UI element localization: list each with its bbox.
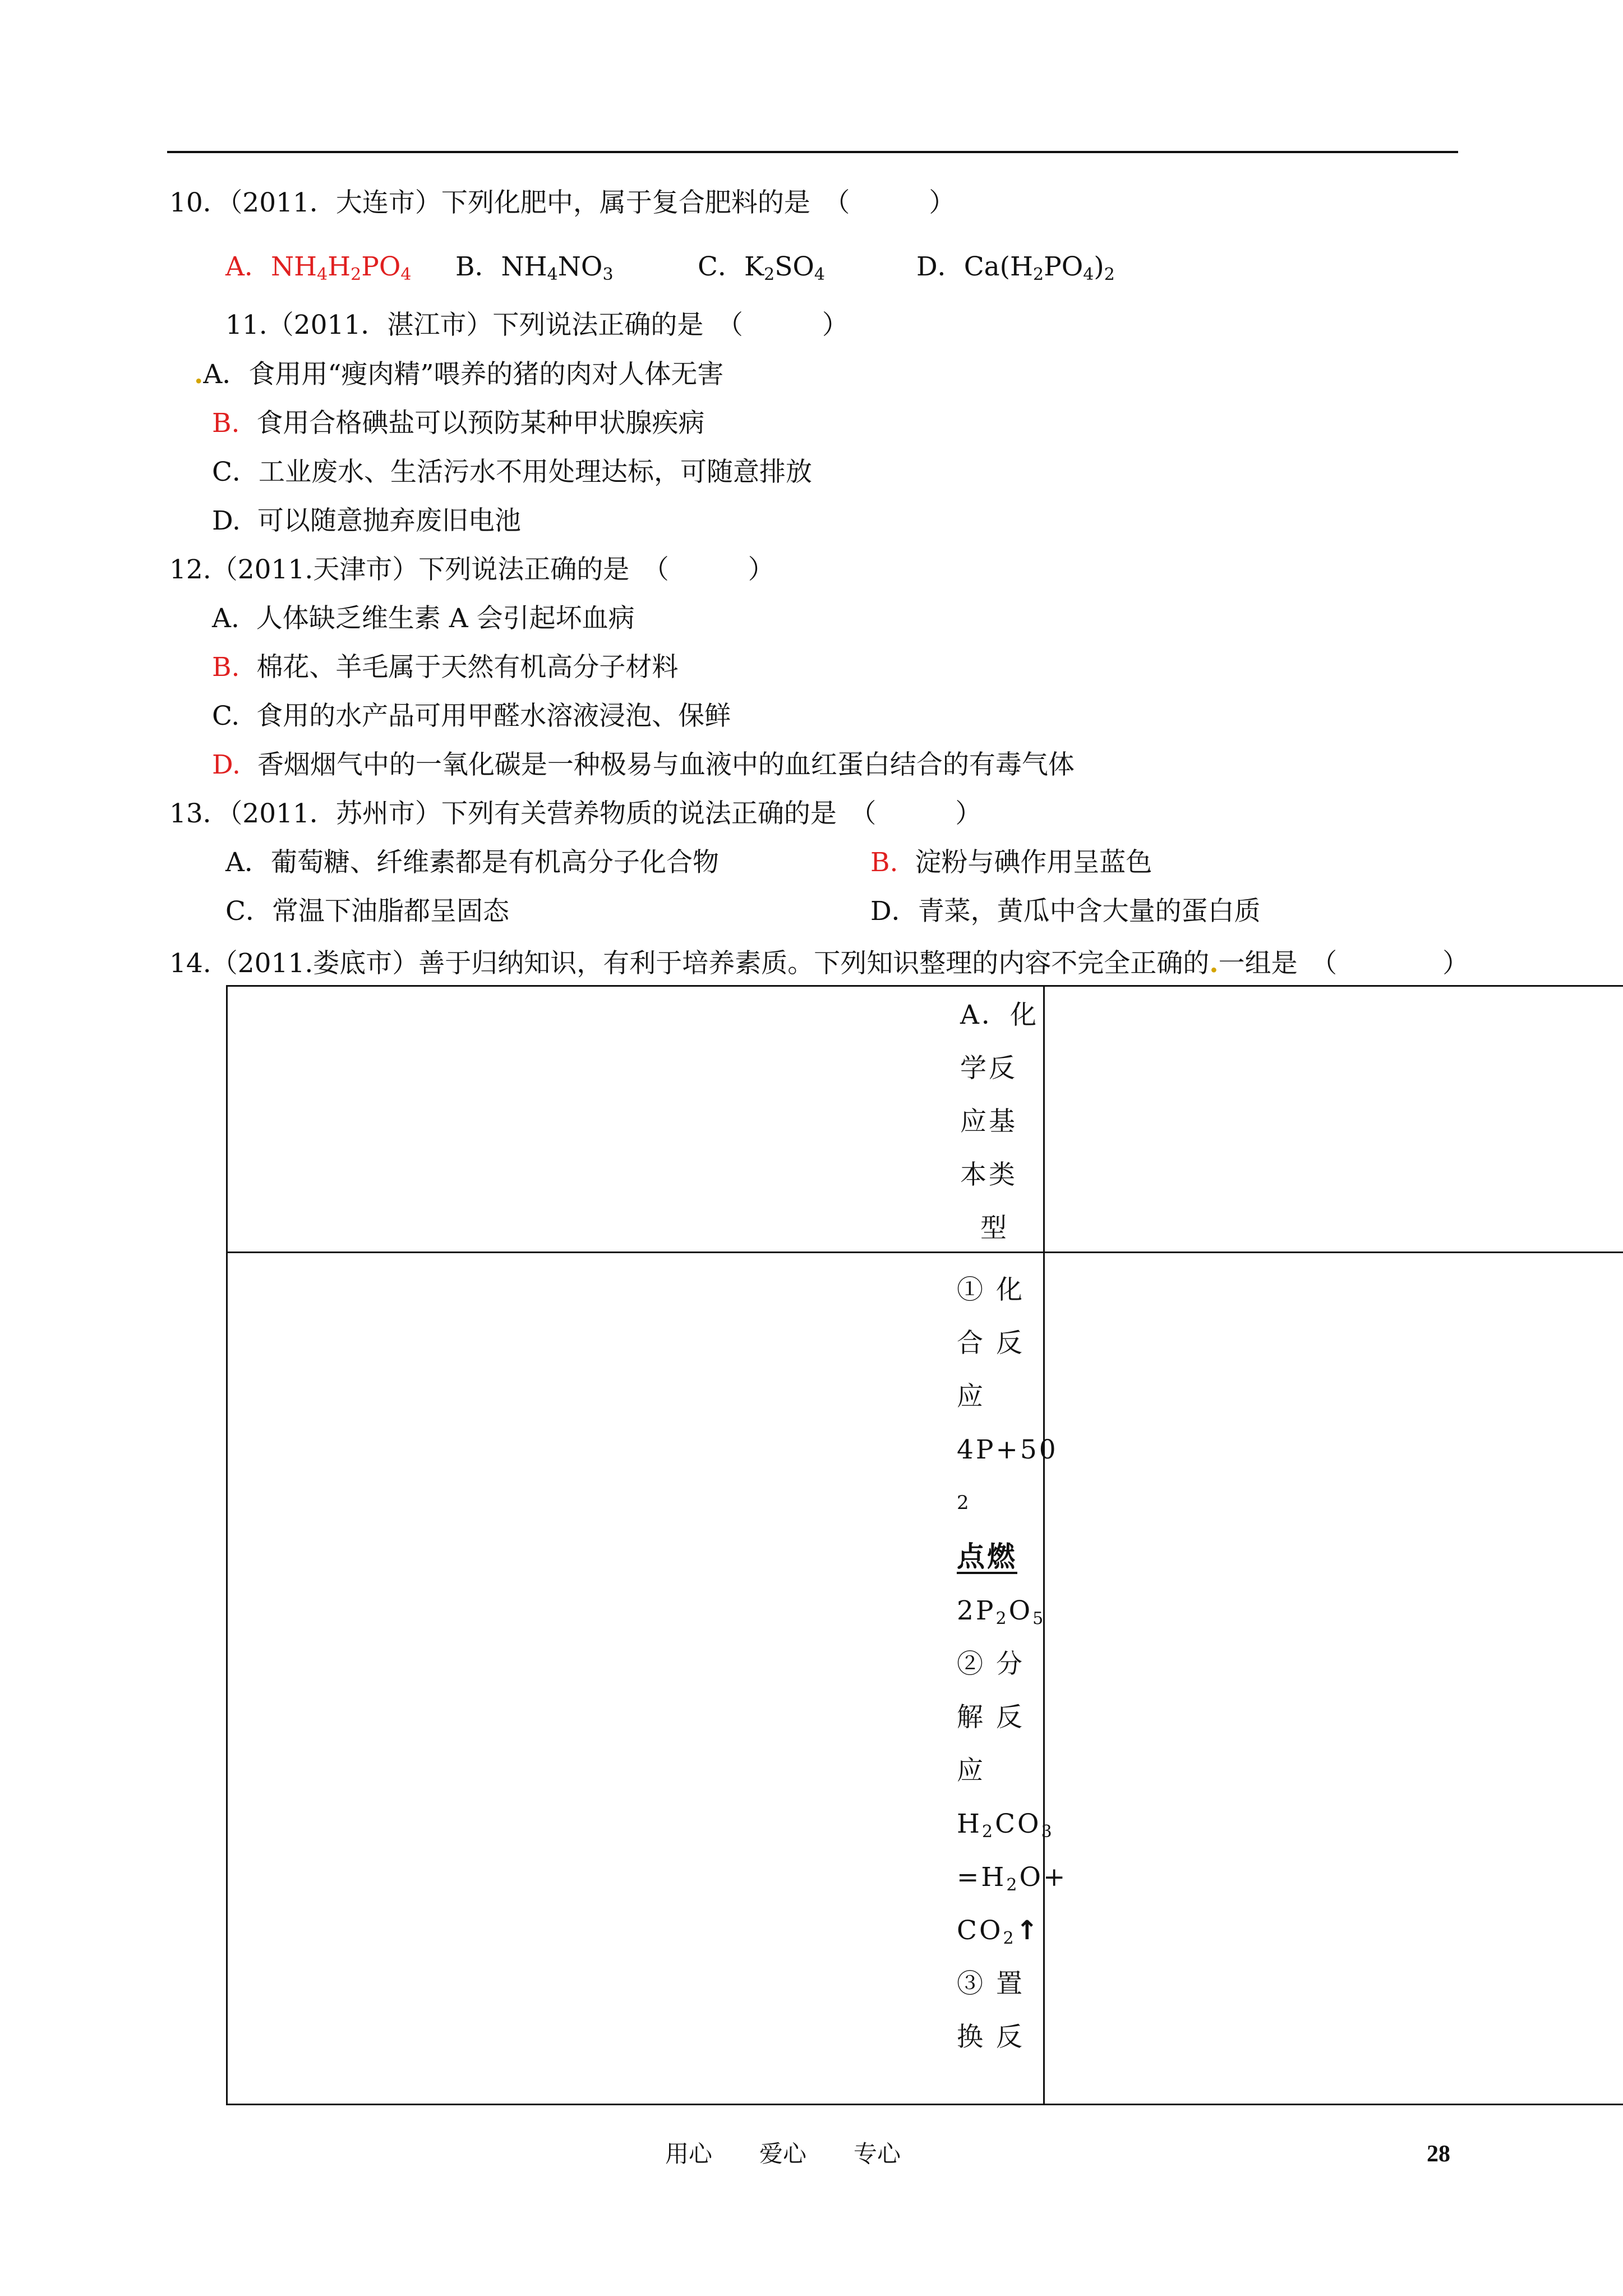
q11-option-b: B. 食用合格碘盐可以预防某种甲状腺疾病 <box>212 408 705 439</box>
q14-stem: 14.（2011.娄底市）善于归纳知识，有利于培养素质。下列知识整理的内容不完全正确的.一组是 （ ） <box>169 948 1469 979</box>
table-middle-border <box>226 1251 1623 1253</box>
q13-stem: 13．（2011．苏州市）下列有关营养物质的说法正确的是 （ ） <box>169 798 982 829</box>
table-bottom-border <box>226 2104 1623 2105</box>
footer-motto: 用心 爱心 专心 <box>665 2140 901 2168</box>
gas-arrow-icon: ↑ <box>1016 1915 1040 1946</box>
ignite-condition-label: 点燃 <box>957 1540 1017 1573</box>
table-top-border <box>226 985 1623 987</box>
q10-option-c: C．$K_2SO_4$ <box>698 251 826 284</box>
q12-stem: 12.（2011.天津市）下列说法正确的是 （ ） <box>169 554 774 585</box>
marker-dot: . <box>1209 948 1219 979</box>
q10-stem: 10．（2011．大连市）下列化肥中，属于复合肥料的是 （ ） <box>169 187 956 218</box>
q10-option-a: A．$NH_4H_2PO_4$ <box>225 251 412 284</box>
q10-option-d: D．$Ca(H_2PO_4)_2$ <box>916 251 1115 284</box>
q12-option-a: A. 人体缺乏维生素 A 会引起坏血病 <box>212 603 635 634</box>
table-header-cell: A．化 学反 应基 本类 型 <box>960 1000 1039 1244</box>
marker-dot: . <box>194 359 204 390</box>
q11-option-a: .A．食用用“瘦肉精”喂养的猪的肉对人体无害 <box>194 359 724 390</box>
table-left-border <box>226 985 228 2105</box>
q11-option-c: C．工业废水、生活污水不用处理达标，可随意排放 <box>212 457 812 487</box>
q13-option-d: D．青菜，黄瓜中含大量的蛋白质 <box>870 896 1261 927</box>
q12-option-d: D. 香烟烟气中的一氧化碳是一种极易与血液中的血红蛋白结合的有毒气体 <box>212 749 1075 780</box>
q10-option-b: B．$NH_4NO_3$ <box>455 251 614 284</box>
q13-option-a: A．葡萄糖、纤维素都是有机高分子化合物 <box>225 847 719 878</box>
q13-option-c: C．常温下油脂都呈固态 <box>225 896 509 927</box>
q12-option-b: B. 棉花、羊毛属于天然有机高分子材料 <box>212 652 679 683</box>
header-rule <box>167 151 1458 153</box>
table-body-cell: ① 化 合 反 应 4P+50 2 点燃 $2P_2O_5$ ② 分 解 反 应 $H_2CO_3$ $=H_2O+$ $CO_2↑$ ③ 置 换 反 <box>957 1274 1068 2053</box>
q13-option-b: B. 淀粉与碘作用呈蓝色 <box>870 847 1152 878</box>
q11-option-d: D. 可以随意抛弃废旧电池 <box>212 505 521 536</box>
q11-stem: 11.（2011．湛江市）下列说法正确的是 （ ） <box>225 310 849 341</box>
page-number: 28 <box>1427 2141 1450 2167</box>
q12-option-c: C. 食用的水产品可用甲醛水溶液浸泡、保鲜 <box>212 701 731 731</box>
